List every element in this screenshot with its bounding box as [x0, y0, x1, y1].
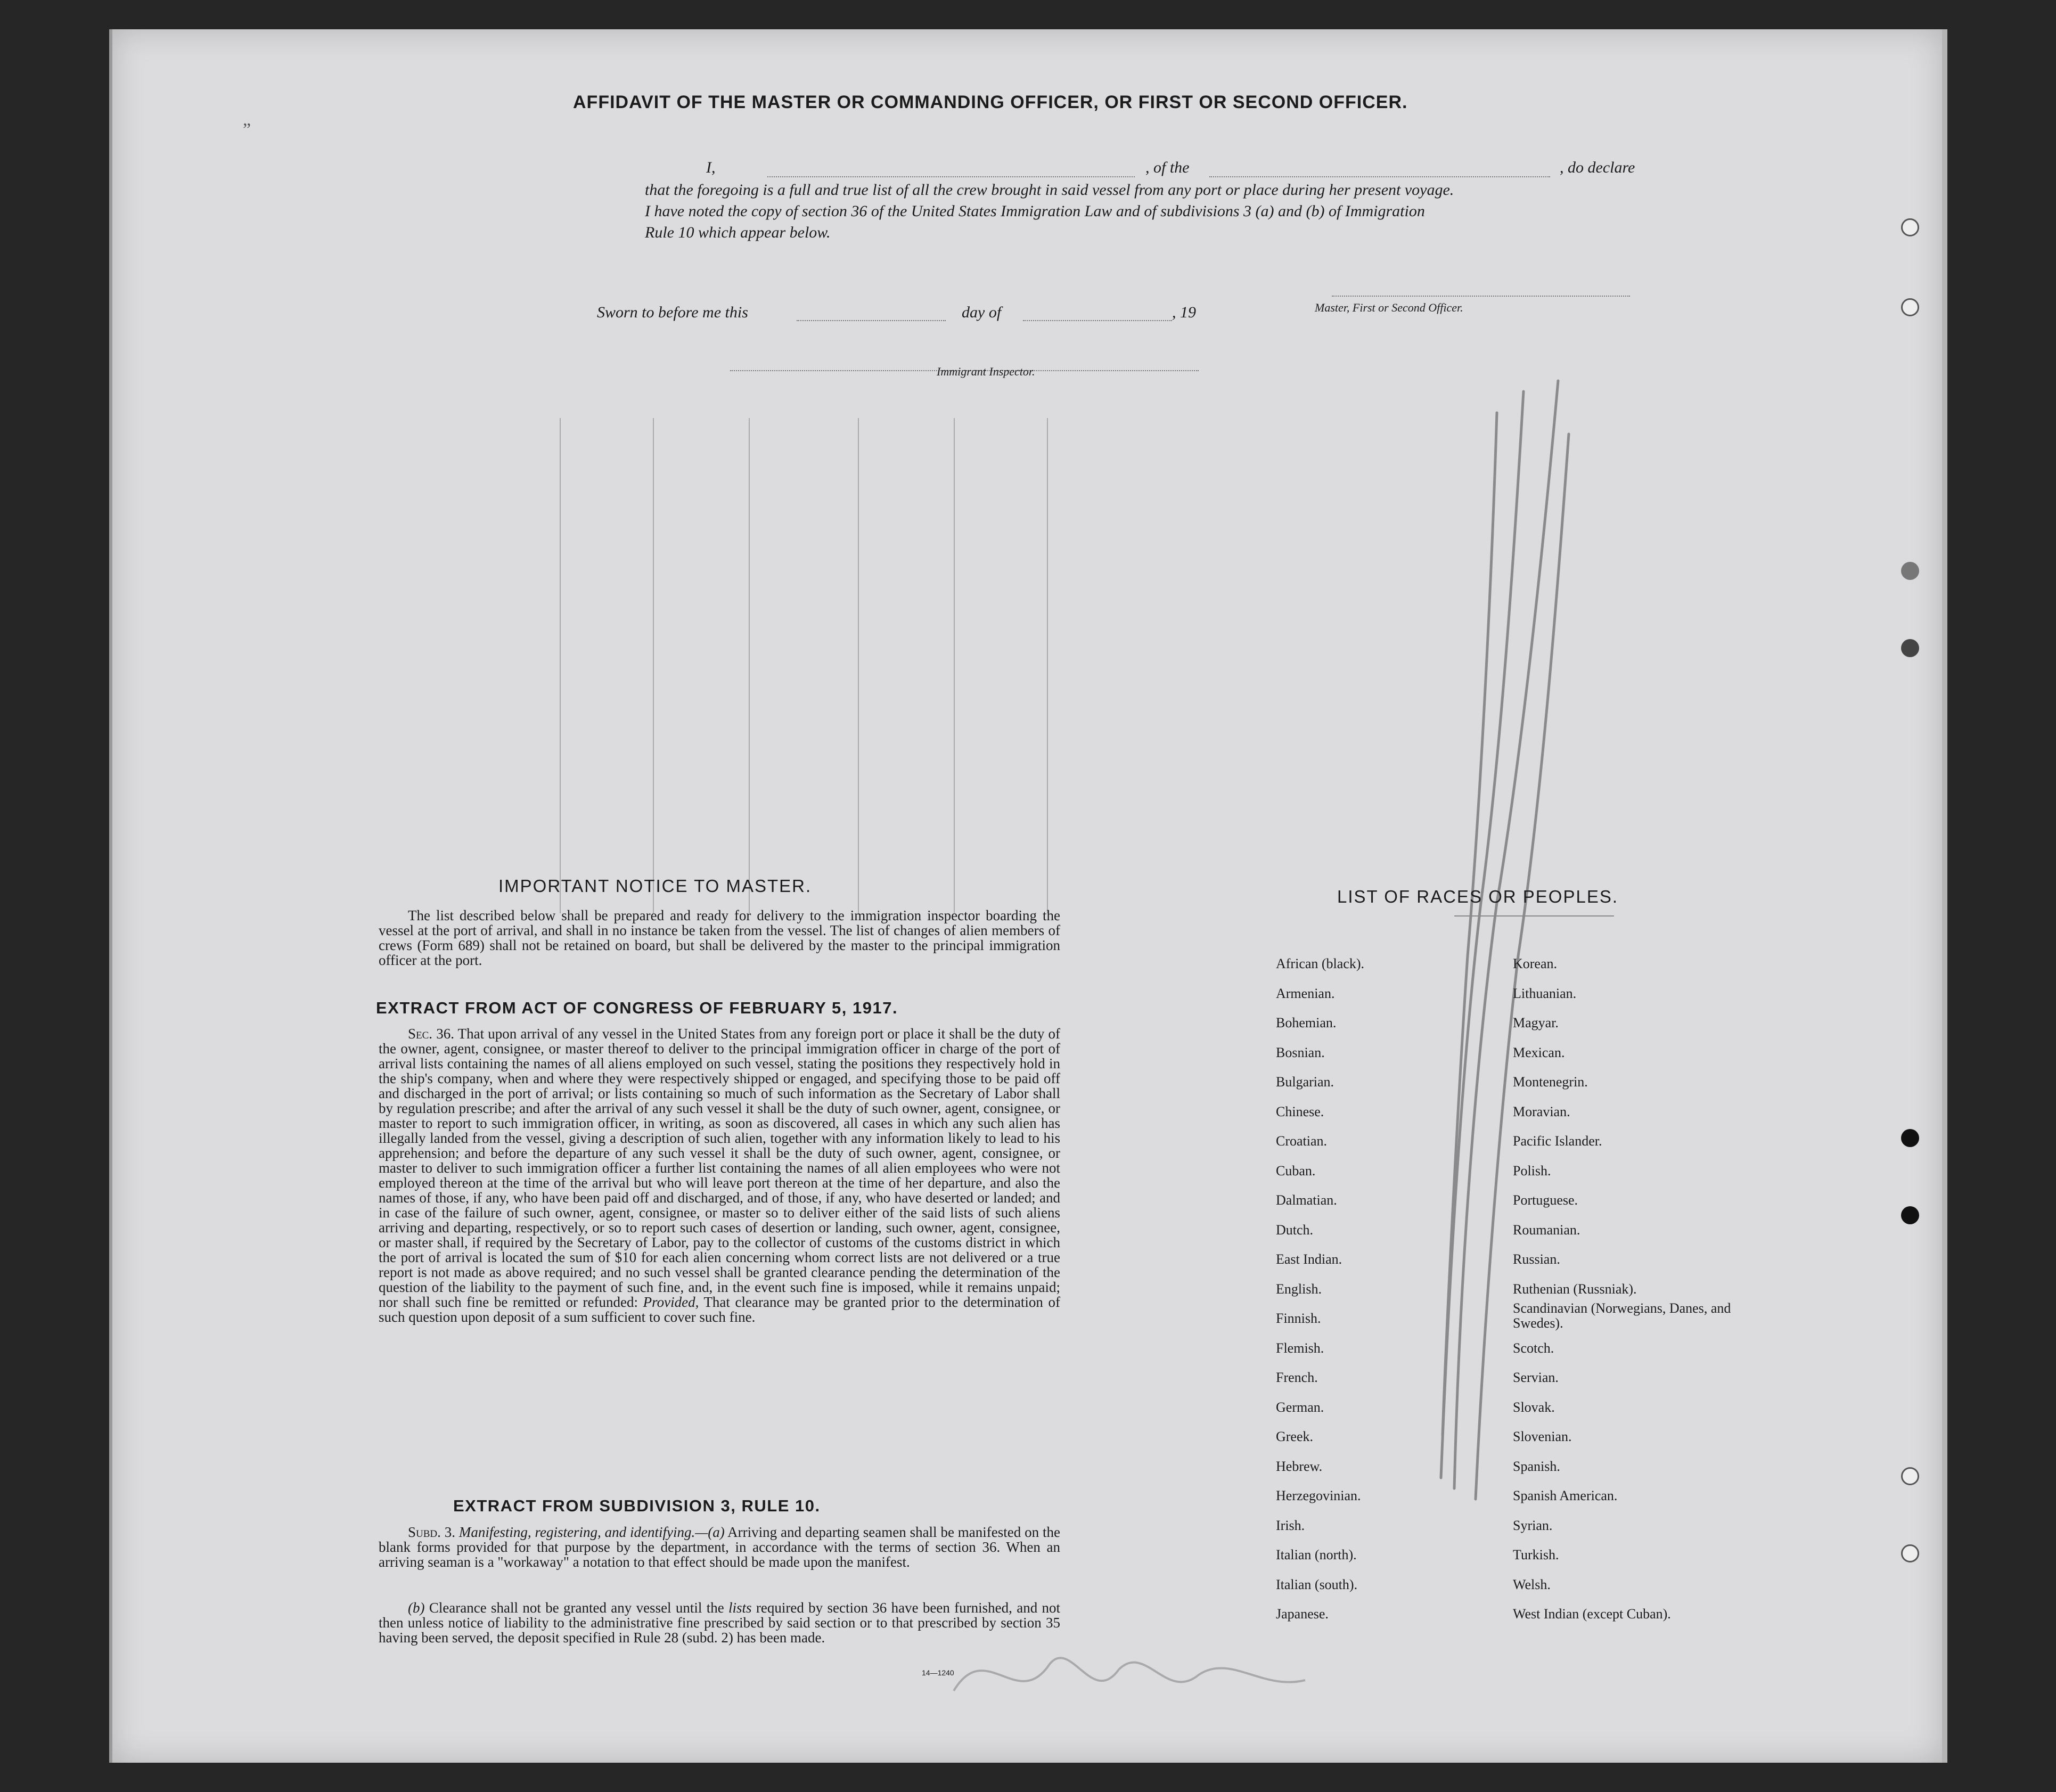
- race-item: Dalmatian.: [1276, 1192, 1337, 1208]
- provided-label: Provided,: [643, 1294, 699, 1310]
- day-of-text: day of: [962, 304, 1002, 321]
- notice-body: The list described below shall be prepared and ready for delivery to the immigration inspector boarding the vessel at the port of arrival, and shall in no instance be taken from the vessel. The list of changes of alien members of crews (Form 689) shall not be retained on board, but shall be delivered by the master to the principal immigration officer at the port.: [379, 907, 1060, 968]
- part-b-lists: lists: [728, 1600, 752, 1616]
- binder-hole: [1901, 1206, 1919, 1224]
- declaration-line-4: Rule 10 which appear below.: [645, 224, 831, 241]
- document-page: [109, 29, 1947, 1763]
- race-item: Bohemian.: [1276, 1015, 1337, 1030]
- race-item: English.: [1276, 1281, 1322, 1297]
- race-item: African (black).: [1276, 956, 1365, 971]
- master-signature-line[interactable]: [1332, 296, 1630, 297]
- binder-hole: [1901, 1129, 1919, 1147]
- race-item: Moravian.: [1513, 1103, 1570, 1119]
- race-item: Hebrew.: [1276, 1458, 1323, 1474]
- race-item: French.: [1276, 1370, 1318, 1385]
- race-item: Japanese.: [1276, 1606, 1329, 1622]
- extract-act-body: [379, 1026, 1060, 1324]
- extract-rule-part-a: [379, 1525, 1060, 1569]
- bleed-column-line: [749, 418, 750, 913]
- race-item: Polish.: [1513, 1163, 1551, 1179]
- bleed-column-line: [858, 418, 859, 913]
- binder-hole: [1901, 218, 1919, 236]
- race-item: Cuban.: [1276, 1163, 1316, 1179]
- year-text: , 19: [1172, 304, 1196, 321]
- race-item: Slovak.: [1513, 1399, 1555, 1415]
- subdivision-label: Subd. 3.: [408, 1524, 456, 1540]
- section-text: That upon arrival of any vessel in the United States from any foreign port or place it shall be the duty of the owner, agent, consignee, or master thereof to deliver to the principal immigration officer in charge of the port of arrival lists containing the names of all aliens employed on such vessel, stating the positions they respectively hold in the ship's company, when and where they were respectively shipped or engaged, and specifying those to be paid off and discharged in the port of arrival; or lists containing so much of such information as the Secretary of Labor shall by regulation prescribe; and after the arrival of any such vessel it shall be the duty of such owner, agent, consignee, or master to report to such immigration officer, in writing, as soon as discovered, all cases in which any such alien has illegally landed from the vessel, giving a description of such alien, together with any information likely to lead to his apprehension; and before the departure of any such vessel it shall be the duty of such owner, agent, consignee, or master to deliver to such immigration officer a further list containing the names of all alien employees who were not employed thereon at the time of the arrival but who will leave port thereon at the time of her departure, and also the names of those, if any, who have been paid off and discharged, and of those, if any, who have deserted or landed; and in case of the failure of such owner, agent, consignee, or master so to deliver either of the said lists of such aliens arriving and departing, respectively, or so to report such cases of desertion or landing, such owner, agent, consignee, or master shall, if required by the Secretary of Labor, pay to the collector of customs of the customs district in which the port of arrival is located the sum of $10 for each alien concerning whom correct lists are not delivered or a true report is not made as above required; and no such vessel shall be granted clearance pending the determination of the question of the liability to the payment of such fine, and, in the event such fine is imposed, while it remains unpaid; nor shall such fine be remitted or refunded:: [379, 1026, 1060, 1310]
- section-label: Sec. 36.: [408, 1026, 454, 1042]
- affidavit-title: AFFIDAVIT OF THE MASTER OR COMMANDING OFFICER, OR FIRST OR SECOND OFFICER.: [573, 92, 1408, 112]
- race-item: Armenian.: [1276, 985, 1335, 1001]
- race-item: Croatian.: [1276, 1133, 1328, 1149]
- notice-title: IMPORTANT NOTICE TO MASTER.: [498, 876, 812, 896]
- sworn-day-blank[interactable]: [797, 307, 946, 321]
- race-item: Greek.: [1276, 1429, 1314, 1444]
- extract-act-title: EXTRACT FROM ACT OF CONGRESS OF FEBRUARY 5, 1917.: [376, 999, 898, 1017]
- declaration-line-3: I have noted the copy of section 36 of the United States Immigration Law and of subdivisions 3 (a) and (b) of Immigration: [645, 202, 1425, 220]
- name-blank[interactable]: [767, 163, 1135, 177]
- master-label: Master, First or Second Officer.: [1315, 301, 1463, 314]
- race-item: Scandinavian (Norwegians, Danes, and Swedes).: [1513, 1300, 1731, 1331]
- declaration-of-the: , of the: [1145, 159, 1190, 176]
- race-item: Herzegovinian.: [1276, 1488, 1361, 1503]
- bleed-column-line: [653, 418, 654, 913]
- race-item: Finnish.: [1276, 1311, 1321, 1326]
- race-item: East Indian.: [1276, 1251, 1342, 1267]
- part-a-text: Arriving and departing seamen shall be manifested on the blank forms provided for that purpose by the department, in accordance with the terms of section 36. When an arriving seaman is a "workaway" a notation to that effect should be made upon the manifest.: [379, 1524, 1061, 1570]
- part-b-text-2: required by section 36 have been furnished, and not then unless notice of liability to the administrative fine prescribed by said section or to that prescribed by section 35 having been served, the deposit specified in Rule 28 (subd. 2) has been made.: [379, 1600, 1061, 1646]
- race-item: Slovenian.: [1513, 1429, 1572, 1444]
- race-item: Flemish.: [1276, 1340, 1324, 1356]
- race-item: Welsh.: [1513, 1576, 1551, 1592]
- race-item: Italian (south).: [1276, 1576, 1358, 1592]
- binder-hole: [1901, 1544, 1919, 1562]
- race-item: Irish.: [1276, 1517, 1305, 1533]
- section-text-end: That clearance may be granted prior to the determination of such question upon deposit of a sum sufficient to cover such fine.: [379, 1294, 1060, 1325]
- faint-signature: [943, 1627, 1316, 1723]
- binder-hole: [1901, 562, 1919, 580]
- part-b-text-1: Clearance shall not be granted any vessel until the: [429, 1600, 724, 1616]
- declaration-i: I,: [706, 159, 716, 176]
- race-item: West Indian (except Cuban).: [1513, 1606, 1671, 1622]
- inspector-label: Immigrant Inspector.: [937, 365, 1035, 378]
- extract-rule-title: EXTRACT FROM SUBDIVISION 3, RULE 10.: [453, 1496, 821, 1515]
- race-item: Chinese.: [1276, 1103, 1324, 1119]
- race-item: Korean.: [1513, 956, 1558, 971]
- race-item: Lithuanian.: [1513, 985, 1577, 1001]
- vessel-blank[interactable]: [1209, 163, 1550, 177]
- race-item: Spanish American.: [1513, 1488, 1618, 1503]
- bleed-column-line: [954, 418, 955, 913]
- race-item: Italian (north).: [1276, 1547, 1357, 1562]
- race-item: Servian.: [1513, 1370, 1559, 1385]
- bleed-column-line: [560, 418, 561, 913]
- race-item: Portuguese.: [1513, 1192, 1578, 1208]
- binder-hole: [1901, 639, 1919, 657]
- form-code: 14—1240: [922, 1668, 954, 1677]
- race-item: Scotch.: [1513, 1340, 1554, 1356]
- race-item: Syrian.: [1513, 1517, 1553, 1533]
- race-item: Magyar.: [1513, 1015, 1559, 1030]
- race-item: Russian.: [1513, 1251, 1560, 1267]
- races-title: LIST OF RACES OR PEOPLES.: [1337, 887, 1619, 906]
- binder-hole: [1901, 298, 1919, 316]
- binder-hole: [1901, 1467, 1919, 1485]
- race-item: Bulgarian.: [1276, 1074, 1334, 1090]
- race-item: Montenegrin.: [1513, 1074, 1588, 1090]
- bleed-column-line: [1047, 418, 1048, 913]
- race-item: Ruthenian (Russniak).: [1513, 1281, 1637, 1297]
- declaration-line-1: [706, 157, 716, 178]
- subdivision-heading: Manifesting, registering, and identifying.—(a): [458, 1524, 725, 1540]
- race-item: Pacific Islander.: [1513, 1133, 1602, 1149]
- corner-mark: ”: [243, 120, 251, 140]
- race-item: Dutch.: [1276, 1222, 1314, 1238]
- race-item: German.: [1276, 1399, 1324, 1415]
- declaration-line-2: that the foregoing is a full and true list of all the crew brought in said vessel from any port or place during her present voyage.: [645, 181, 1454, 199]
- race-item: Spanish.: [1513, 1458, 1560, 1474]
- sworn-text: Sworn to before me this: [597, 304, 748, 321]
- declaration-declare: , do declare: [1560, 159, 1635, 176]
- race-item: Turkish.: [1513, 1547, 1559, 1562]
- races-title-rule: [1454, 915, 1614, 917]
- race-item: Mexican.: [1513, 1044, 1565, 1060]
- race-item: Bosnian.: [1276, 1044, 1325, 1060]
- race-item: Roumanian.: [1513, 1222, 1580, 1238]
- sworn-month-blank[interactable]: [1023, 307, 1172, 321]
- part-b-label: (b): [408, 1600, 425, 1616]
